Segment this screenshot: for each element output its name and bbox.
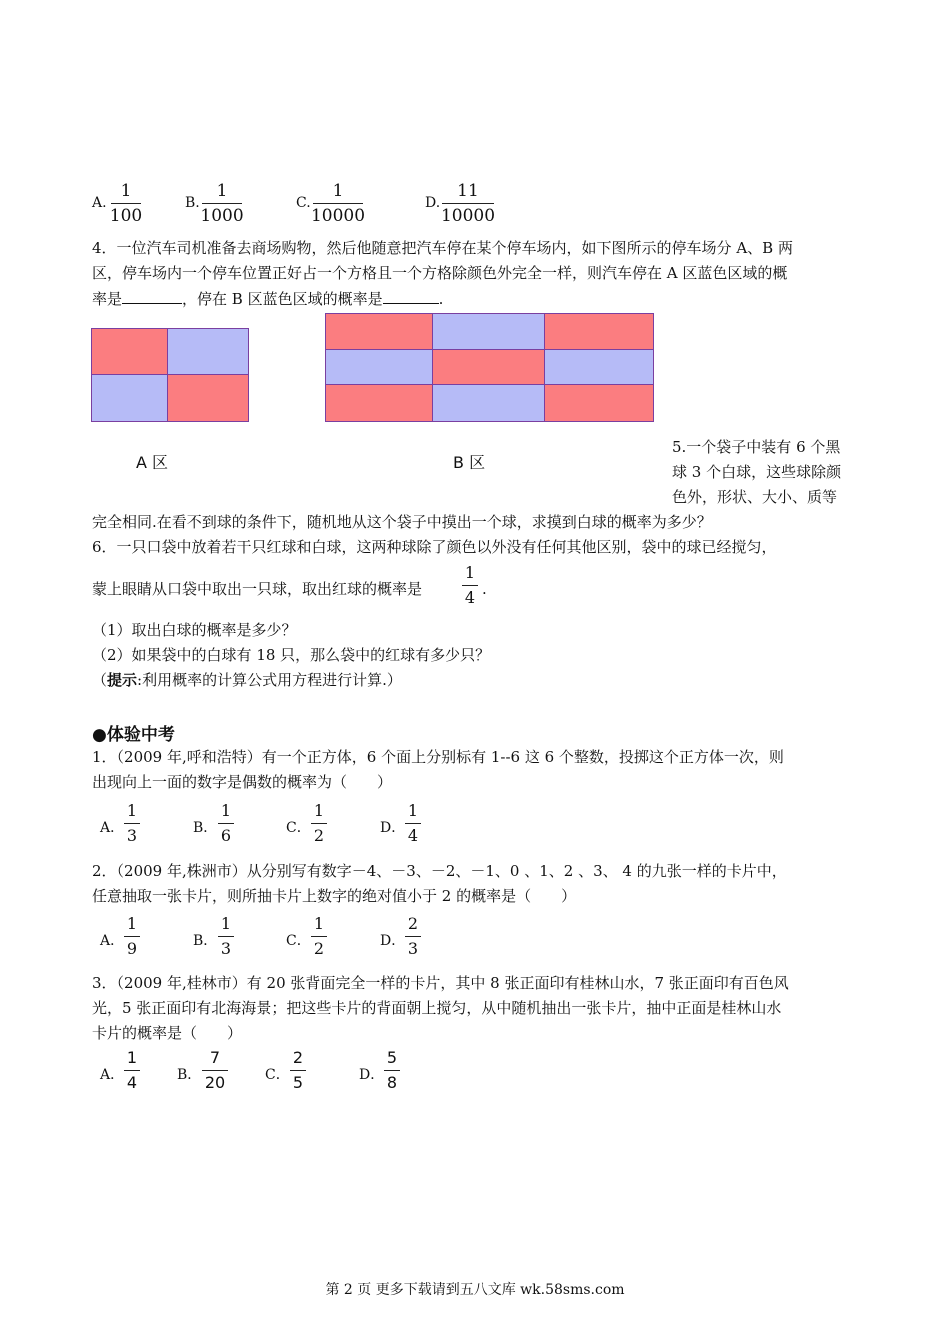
q3-option-b-letter: B. — [185, 195, 200, 211]
e1-option-d-fraction: 1 4 — [405, 801, 421, 846]
zone-b-cell — [432, 384, 545, 422]
q6-sub-2: （2）如果袋中的白球有 18 只，那么袋中的红球有多少只？ — [92, 646, 491, 664]
e2-option-c-letter: C． — [286, 933, 311, 949]
zone-b-cell — [544, 313, 654, 350]
section-title: ●体验中考 — [92, 725, 175, 745]
zone-a-cell — [167, 374, 249, 422]
e1-option-c-letter: C． — [286, 820, 311, 836]
e1-option-a-letter: A． — [100, 820, 125, 836]
q6-fraction: 1 4 — [462, 563, 478, 608]
q3-option-a-fraction: 1 100 — [109, 181, 143, 226]
e3-option-b-fraction: 7 20 — [202, 1048, 228, 1093]
e2-option-c-fraction: 1 2 — [311, 914, 327, 959]
q3-option-c-letter: C. — [296, 195, 311, 211]
q5-line-3: 色外，形状、大小、质等 — [672, 488, 838, 506]
zone-a-label: A 区 — [136, 453, 169, 472]
e3-line-1: 3．（2009 年,桂林市）有 20 张背面完全一样的卡片，其中 8 张正面印有桂林山水，7 张正面印有百色风 — [92, 974, 789, 992]
e2-line-2: 任意抽取一张卡片，则所抽卡片上数字的绝对值小于 2 的概率是（ ） — [92, 887, 577, 905]
e1-option-b-fraction: 1 6 — [218, 801, 234, 846]
q6-sub-1: （1）取出白球的概率是多少？ — [92, 621, 297, 639]
e2-option-b-letter: B． — [193, 933, 218, 949]
zone-b-cell — [325, 384, 433, 422]
zone-a-cell — [91, 328, 168, 375]
e2-option-a-fraction: 1 9 — [124, 914, 140, 959]
zone-b-cell — [544, 384, 654, 422]
q6-hint: （提示:利用概率的计算公式用方程进行计算.） — [92, 671, 402, 689]
q5-line-2: 球 3 个白球，这些球除颜 — [672, 463, 842, 481]
page-footer: 第 2 页 更多下载请到五八文库 wk.58sms.com — [325, 1282, 625, 1298]
e3-line-2: 光，5 张正面印有北海海景；把这些卡片的背面朝上搅匀，从中随机抽出一张卡片，抽中正面是桂林山水 — [92, 999, 782, 1017]
q5-line-1: 5.一个袋子中装有 6 个黑 — [672, 438, 841, 456]
e1-line-2: 出现向上一面的数字是偶数的概率为（ ） — [92, 773, 393, 791]
e1-option-d-letter: D． — [380, 820, 406, 836]
q3-option-d-letter: D. — [425, 195, 441, 211]
e3-line-3: 卡片的概率是（ ） — [92, 1024, 243, 1042]
e3-option-c-letter: C． — [265, 1067, 290, 1083]
e3-option-b-letter: B． — [177, 1067, 202, 1083]
e2-line-1: 2．（2009 年,株洲市）从分别写有数字－4、－3、－2、－1、0 、1、2 、3、 4 的九张一样的卡片中， — [92, 862, 787, 880]
e1-option-b-letter: B． — [193, 820, 218, 836]
e1-option-c-fraction: 1 2 — [311, 801, 327, 846]
zone-b-cell — [432, 313, 545, 350]
e2-option-b-fraction: 1 3 — [218, 914, 234, 959]
q6-line-2: 蒙上眼睛从口袋中取出一只球，取出红球的概率是 — [92, 580, 423, 598]
e1-option-a-fraction: 1 3 — [124, 801, 140, 846]
q3-option-a-letter: A. — [92, 195, 107, 211]
q4-line-1: 4．一位汽车司机准备去商场购物，然后他随意把汽车停在某个停车场内，如下图所示的停车场分 A、B 两 — [92, 239, 793, 257]
answer-blank-b[interactable] — [383, 287, 439, 304]
e2-option-a-letter: A． — [100, 933, 125, 949]
e3-option-a-letter: A． — [100, 1067, 125, 1083]
zone-b-cell — [432, 349, 545, 385]
zone-a-cell — [91, 374, 168, 422]
q3-option-c-fraction: 1 10000 — [310, 181, 366, 226]
e3-option-d-fraction: 5 8 — [384, 1048, 400, 1093]
e1-line-1: 1．（2009 年,呼和浩特）有一个正方体，6 个面上分别标有 1--6 这 6 个整数，投掷这个正方体一次，则 — [92, 748, 784, 766]
hint-label: 提示 — [107, 671, 138, 689]
q4-line-3: 率是 ，停在 B 区蓝色区域的概率是 . — [92, 287, 443, 310]
answer-blank-a[interactable] — [122, 287, 182, 304]
q5-line-4: 完全相同.在看不到球的条件下，随机地从这个袋子中摸出一个球，求摸到白球的概率为多少？ — [92, 513, 712, 531]
q6-line-2-end: . — [482, 580, 487, 598]
e2-option-d-fraction: 2 3 — [405, 914, 421, 959]
e3-option-c-fraction: 2 5 — [290, 1048, 306, 1093]
zone-b-cell — [544, 349, 654, 385]
e3-option-d-letter: D． — [359, 1067, 385, 1083]
zone-b-cell — [325, 313, 433, 350]
zone-a-cell — [167, 328, 249, 375]
e3-option-a-fraction: 1 4 — [124, 1048, 140, 1093]
q4-line-2: 区，停车场内一个停车位置正好占一个方格且一个方格除颜色外完全一样，则汽车停在 A 区蓝色区域的概 — [92, 264, 788, 282]
q3-option-d-fraction: 11 10000 — [440, 181, 496, 226]
q6-line-1: 6．一只口袋中放着若干只红球和白球，这两种球除了颜色以外没有任何其他区别，袋中的球已经搅匀， — [92, 538, 777, 556]
e2-option-d-letter: D． — [380, 933, 406, 949]
q3-option-b-fraction: 1 1000 — [200, 181, 244, 226]
zone-b-label: B 区 — [453, 453, 486, 472]
zone-b-cell — [325, 349, 433, 385]
